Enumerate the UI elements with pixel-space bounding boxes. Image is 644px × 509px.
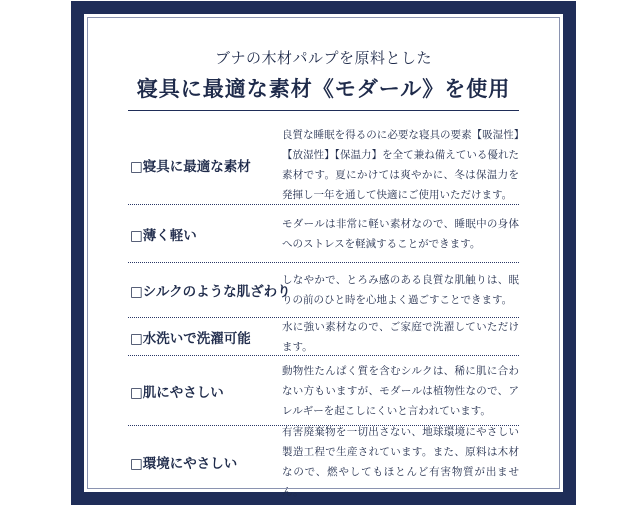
feature-label: □シルクのような肌ざわり (130, 284, 291, 300)
feature-row-eco-friendly (128, 426, 519, 498)
feature-description: 動物性たんぱく質を含むシルクは、稀に肌に合わない方もいますが、モダールは植物性なので、アレルギーを起こしにくいと言われています。 (282, 364, 519, 417)
feature-description: しなやかで、とろみ感のある良質な肌触りは、眠りの前のひと時を心地よく過ごすことできます。 (282, 274, 519, 306)
feature-description: 良質な睡眠を得るのに必要な寝具の要素【吸湿性】【放湿性】【保温力】を全て兼ね備えている優れた素材です。夏にかけては爽やかに、冬は保温力を発揮し一年を通して快適にご使用いただけます。 (282, 128, 519, 201)
feature-row-silky-touch (128, 263, 519, 318)
feature-row-bedding-material (128, 125, 519, 205)
feature-description: 有害廃棄物を一切出さない、地球環境にやさしい製造工程で生産されています。また、原料は木材なので、燃やしてもほとんど有害物質が出ません。 (282, 426, 519, 498)
feature-list (128, 125, 519, 498)
page-title: 寝具に最適な素材《モダール》を使用 (136, 76, 511, 101)
feature-row-washable (128, 318, 519, 356)
feature-label: □環境にやさしい (130, 456, 238, 472)
feature-label: □寝具に最適な素材 (130, 158, 251, 175)
feature-label: □肌にやさしい (130, 384, 224, 401)
title-divider (128, 110, 519, 111)
feature-label: □薄く軽い (130, 227, 197, 244)
content-panel (83, 13, 564, 498)
outer-frame (71, 1, 576, 505)
feature-description: モダールは非常に軽い素材なので、睡眠中の身体へのストレスを軽減することができます。 (282, 217, 519, 250)
feature-description: 水に強い素材なので、ご家庭で洗濯していただけます。 (282, 320, 519, 353)
feature-label: □水洗いで洗濯可能 (130, 330, 251, 347)
subtitle: ブナの木材パルプを原料とした (214, 49, 432, 67)
feature-row-thin-light (128, 205, 519, 263)
feature-row-skin-friendly (128, 356, 519, 426)
